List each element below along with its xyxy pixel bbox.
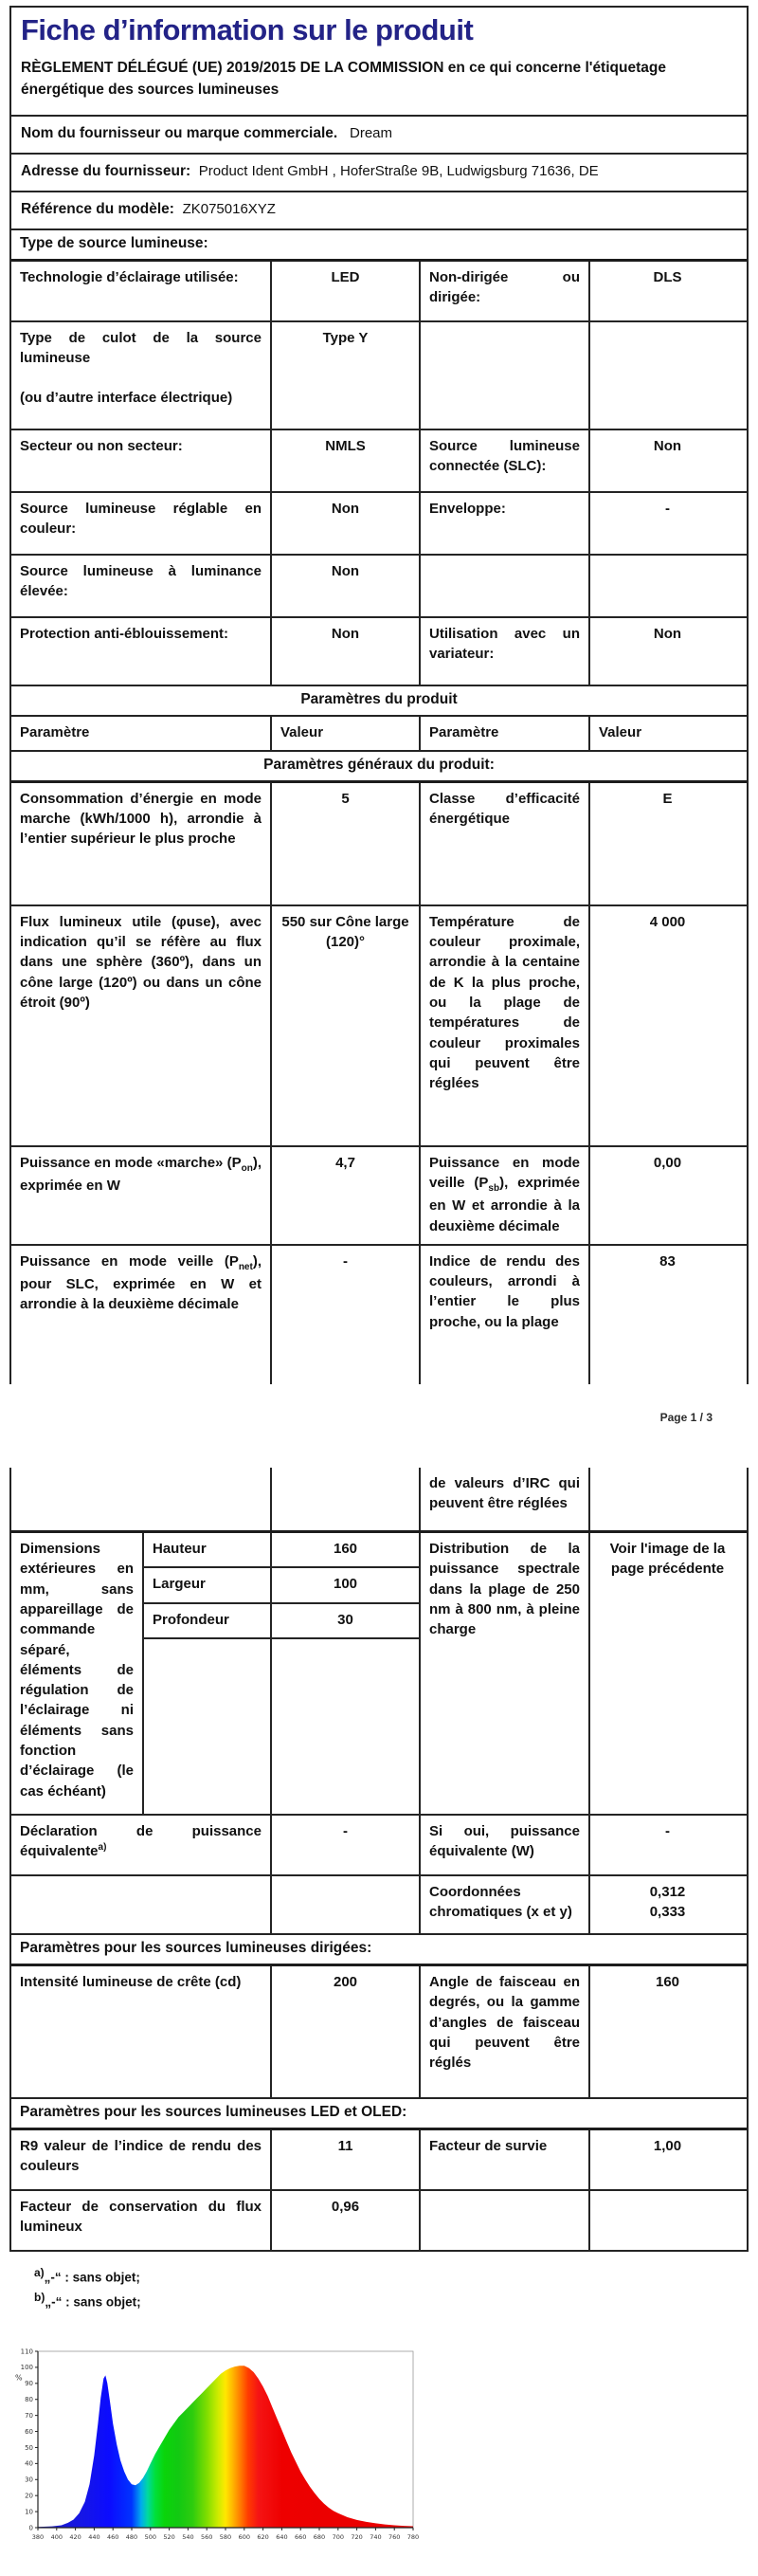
model-label: Référence du modèle: [21, 200, 174, 217]
model-row [11, 191, 747, 228]
svg-text:10: 10 [25, 2508, 33, 2516]
svg-text:80: 80 [25, 2396, 33, 2404]
page-title: Fiche d’information sur le produit [21, 13, 474, 46]
param-label [11, 1876, 270, 1933]
table-row [11, 554, 747, 616]
dimension-name: Largeur [142, 1568, 270, 1603]
spectral-power-distribution-plot [11, 2344, 434, 2552]
svg-text:100: 100 [20, 2364, 33, 2372]
table-row [11, 1145, 747, 1244]
table-row [11, 1244, 747, 1384]
table-row [11, 2128, 747, 2189]
svg-text:110: 110 [20, 2348, 33, 2356]
param-label: Flux lumineux utile (φuse), avec indication qu’il se réfère au flux dans une sphère (360º), dans un cône large (120º) ou dans un cône étroit (90º) [20, 913, 262, 1011]
param-value: Type Y [270, 322, 419, 429]
param-value: 4,7 [270, 1147, 419, 1244]
supplier-value-text: Dream [350, 124, 393, 141]
param-label: Facteur de conservation du flux lumineux [20, 2199, 262, 2236]
table-row [11, 320, 747, 429]
svg-text:600: 600 [238, 2533, 251, 2542]
page-marker: Page 1 / 3 [659, 1411, 713, 1425]
address-row [11, 153, 747, 191]
dimension-name: Hauteur [142, 1533, 270, 1568]
svg-text:460: 460 [106, 2533, 119, 2542]
footnotes [9, 2252, 749, 2311]
table-row [11, 616, 747, 685]
param-label: Angle de faisceau en degrés, ou la gamme d’angles de faisceau qui peuvent être réglés [419, 1966, 588, 2097]
footnote-marker: b) [34, 2290, 45, 2304]
page2-table [9, 1468, 749, 2252]
param-value: 0,00 [588, 1147, 745, 1244]
param-label: Distribution de la puissance spectrale dans la plage de 250 nm à 800 nm, à pleine charge [419, 1533, 588, 1814]
svg-text:680: 680 [313, 2533, 326, 2542]
param-value [588, 1468, 745, 1530]
svg-text:90: 90 [25, 2380, 33, 2388]
param-label: Puissance en mode veille $(P_{sb})$, exprimée en W et arrondie à la deuxième décimale [419, 1147, 588, 1244]
param-label: Source lumineuse connectée (SLC): [419, 430, 588, 491]
dimension-name: Profondeur [142, 1604, 270, 1639]
param-value: E [588, 783, 745, 904]
param-label: Classe d’efficacité énergétique [419, 783, 588, 904]
dimensions-row [11, 1530, 747, 1814]
svg-text:60: 60 [25, 2427, 33, 2436]
param-value: 5 [270, 783, 419, 904]
svg-text:30: 30 [25, 2476, 33, 2484]
section-band-led-oled: Paramètres pour les sources lumineuses LED et OLED: [11, 2097, 747, 2128]
param-label: Puissance en mode «marche» $(P_{on})$, exprimée en W [20, 1154, 262, 1194]
svg-text:0: 0 [28, 2524, 33, 2532]
supplier-label: Nom du fournisseur ou marque commerciale. [21, 124, 338, 141]
svg-text:400: 400 [50, 2533, 63, 2542]
param-label: Consommation d’énergie en mode marche (kWh/1000 h), arrondie à l’entier supérieur le plus proche [20, 790, 262, 848]
param-label: Technologie d’éclairage utilisée: [20, 268, 239, 285]
column-header: Paramètre [419, 717, 588, 750]
param-value: DLS [588, 262, 745, 320]
svg-text:420: 420 [69, 2533, 81, 2542]
param-label: Si oui, puissance équivalente (W) [419, 1816, 588, 1874]
param-value: 83 [588, 1246, 745, 1384]
table-row [11, 780, 747, 904]
param-label: Température de couleur proximale, arrondie à la centaine de K la plus proche, ou la plage de températures de couleur proximales qui peuvent être réglées [419, 906, 588, 1145]
param-label: Protection anti-éblouissement: [20, 625, 229, 642]
dimension-value: 100 [270, 1568, 419, 1603]
svg-text:740: 740 [370, 2533, 382, 2542]
param-label: Puissance en mode veille $(P_{net})$, pour SLC, exprimée en W et arrondie à la deuxième décimale [20, 1252, 262, 1313]
param-label: Déclaration de puissance équivalente$^{a)}$ [20, 1823, 262, 1860]
param-value: 1,00 [588, 2130, 745, 2189]
table-row [11, 1814, 747, 1874]
svg-text:540: 540 [182, 2533, 194, 2542]
table-row [11, 259, 747, 320]
param-label: Non-dirigée ou dirigée: [419, 262, 588, 320]
table-row [11, 904, 747, 1145]
title-block [11, 8, 747, 115]
param-value: 550 sur Cône large (120)° [270, 906, 419, 1145]
param-value: 0,312 0,333 [588, 1876, 745, 1933]
param-label: Secteur ou non secteur: [20, 437, 183, 454]
svg-text:780: 780 [406, 2533, 420, 2542]
svg-text:50: 50 [25, 2443, 33, 2452]
svg-text:760: 760 [388, 2533, 401, 2542]
param-label: Source lumineuse réglable en couleur: [20, 500, 262, 537]
param-label: Indice de rendu des couleurs, arrondi à l’entier le plus proche, ou la plage [419, 1246, 588, 1384]
dimension-value: 160 [270, 1533, 419, 1568]
table-row [11, 2189, 747, 2250]
param-label: Type de culot de la source lumineuse (ou d’autre interface électrique) [20, 329, 262, 407]
spacer [270, 1639, 419, 1814]
table-row [11, 1964, 747, 2097]
param-label: R9 valeur de l’indice de rendu des couleurs [20, 2138, 262, 2175]
param-label: Enveloppe: [419, 493, 588, 554]
svg-text:660: 660 [294, 2533, 307, 2542]
param-label: Utilisation avec un variateur: [419, 618, 588, 685]
svg-text:620: 620 [257, 2533, 269, 2542]
source-type-header: Type de source lumineuse: [11, 228, 747, 259]
dimensions-label: Dimensions extérieures en mm, sans appareillage de commande séparé, éléments de régulation de l’éclairage ni éléments sans fonction d’éclairage (le cas échéant) [20, 1541, 134, 1800]
svg-text:440: 440 [88, 2533, 100, 2542]
footnote-marker: a) [34, 2266, 45, 2280]
svg-text:%: % [15, 2373, 23, 2383]
param-value: Non [588, 618, 745, 685]
param-value [588, 2191, 745, 2250]
param-label: Coordonnées chromatiques (x et y) [419, 1876, 588, 1933]
section-band-directed: Paramètres pour les sources lumineuses dirigées: [11, 1933, 747, 1964]
address-value-text: Product Ident GmbH , HoferStraße 9B, Ludwigsburg 71636, DE [198, 162, 599, 179]
param-value: - [270, 1246, 419, 1384]
param-value [270, 1876, 419, 1933]
table-row-continuation [11, 1468, 747, 1530]
page1-table [9, 6, 749, 1384]
column-header: Valeur [588, 717, 745, 750]
param-label: Intensité lumineuse de crête (cd) [20, 1974, 242, 1991]
svg-text:20: 20 [25, 2492, 33, 2500]
dimension-value: 30 [270, 1604, 419, 1639]
param-label [419, 322, 588, 429]
table-row [11, 1874, 747, 1933]
page-break-gap [9, 1424, 749, 1468]
table-row [11, 491, 747, 554]
param-value: 11 [270, 2130, 419, 2189]
param-label [11, 1468, 270, 1530]
svg-text:720: 720 [351, 2533, 363, 2542]
footnote: b)„-“ : sans objet; [34, 2290, 141, 2310]
param-label: Facteur de survie [419, 2130, 588, 2189]
param-label [419, 556, 588, 616]
param-label: Source lumineuse à luminance élevée: [20, 562, 262, 599]
param-value [270, 1468, 419, 1530]
param-value: 4 000 [588, 906, 745, 1145]
param-value: - [588, 1816, 745, 1874]
regulation-text: RÈGLEMENT DÉLÉGUÉ (UE) 2019/2015 DE LA COMMISSION en ce qui concerne l'étiquetage énergétique des sources lumineuses [21, 60, 666, 99]
param-value: Non [270, 618, 419, 685]
svg-text:40: 40 [25, 2459, 33, 2468]
svg-text:520: 520 [163, 2533, 175, 2542]
model-value-text: ZK075016XYZ [182, 200, 276, 217]
svg-text:500: 500 [144, 2533, 157, 2542]
param-value: 0,96 [270, 2191, 419, 2250]
param-value: - [270, 1816, 419, 1874]
param-value: Non [588, 430, 745, 491]
param-value [588, 556, 745, 616]
param-value: Non [270, 493, 419, 554]
param-label: de valeurs d’IRC qui peuvent être réglées [419, 1468, 588, 1530]
svg-text:480: 480 [125, 2533, 138, 2542]
supplier-value [342, 125, 350, 141]
table-row [11, 429, 747, 491]
param-value [588, 322, 745, 429]
svg-text:700: 700 [332, 2533, 345, 2542]
svg-text:70: 70 [25, 2411, 33, 2420]
svg-text:580: 580 [219, 2533, 232, 2542]
spd-chart [11, 2344, 749, 2557]
svg-text:380: 380 [31, 2533, 45, 2542]
param-label [419, 2191, 588, 2250]
param-value: LED [270, 262, 419, 320]
column-header: Valeur [270, 717, 419, 750]
param-value: NMLS [270, 430, 419, 491]
section-band-product-params: Paramètres du produit [11, 685, 747, 715]
svg-text:640: 640 [276, 2533, 288, 2542]
footnote: a)„-“ : sans objet; [34, 2266, 140, 2285]
param-value: 200 [270, 1966, 419, 2097]
spacer [142, 1639, 270, 1814]
svg-text:560: 560 [200, 2533, 213, 2542]
param-value: - [588, 493, 745, 554]
column-header: Paramètre [20, 723, 90, 740]
section-band-general-params: Paramètres généraux du produit: [11, 750, 747, 780]
param-value: Voir l'image de la page précédente [588, 1533, 745, 1814]
supplier-row [11, 115, 747, 153]
column-header-row [11, 715, 747, 750]
address-label: Adresse du fournisseur: [21, 162, 191, 179]
param-value: 160 [588, 1966, 745, 2097]
param-value: Non [270, 556, 419, 616]
